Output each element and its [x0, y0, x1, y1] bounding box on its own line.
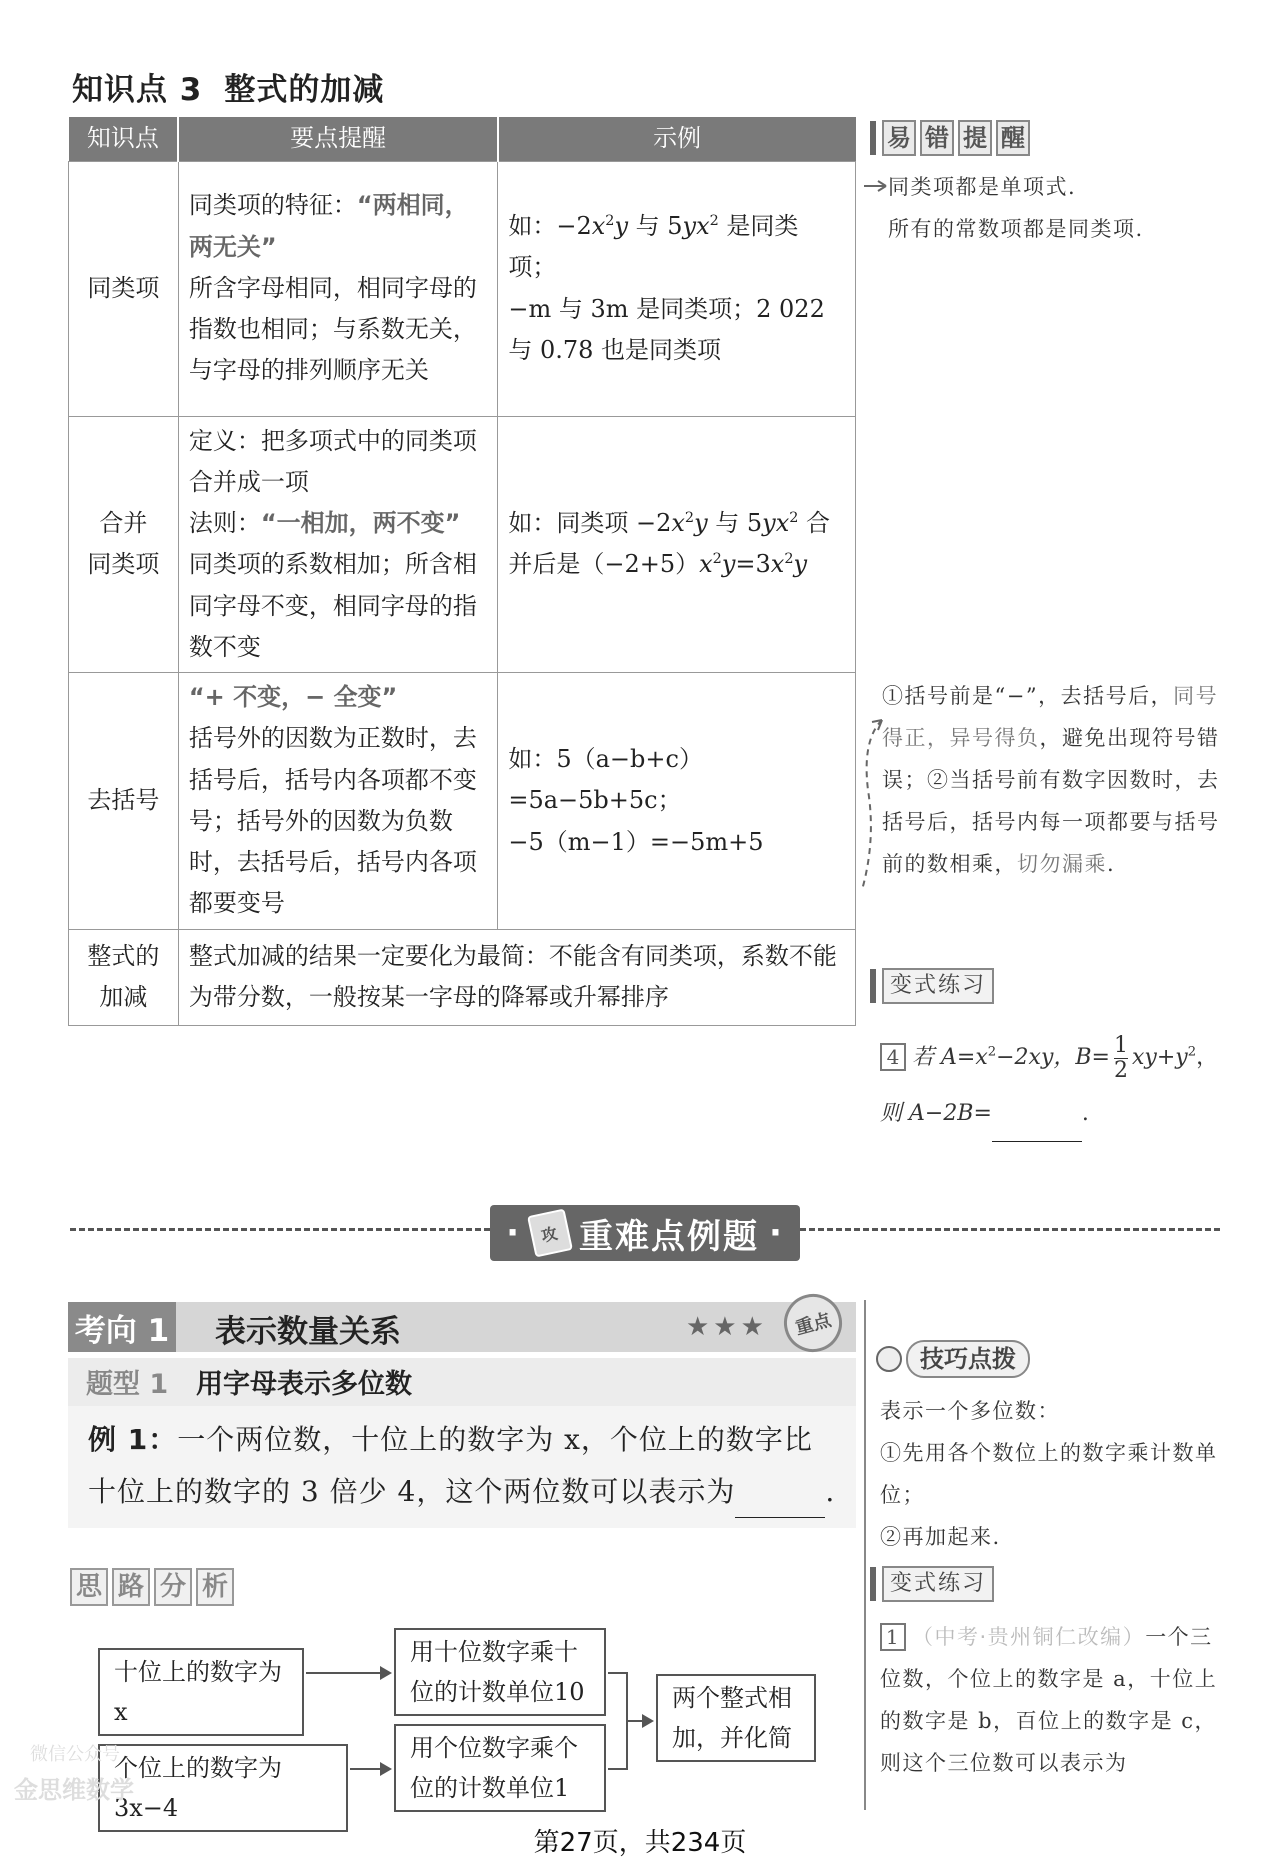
tixing-title: 用字母表示多位数 — [196, 1369, 412, 1400]
tixing-tag: 题型 1 — [86, 1369, 169, 1400]
connector-line — [608, 1768, 628, 1770]
page-footer: 第27页，共234页 — [533, 1828, 747, 1858]
mistake-reminder-tag: 易 错 提 醒 — [870, 120, 1030, 156]
row-brackets — [69, 673, 856, 930]
flow-box-ones: 个位上的数字为3x−4 — [98, 1744, 348, 1832]
section-badge: · 攻 重难点例题 · — [490, 1205, 800, 1261]
row-like-terms — [69, 161, 856, 416]
row-addsub — [69, 929, 856, 1025]
lightbulb-icon — [876, 1346, 902, 1372]
flow-box-tens: 十位上的数字为x — [98, 1648, 304, 1736]
points-combine: 定义：把多项式中的同类项合并成一项 法则：“一相加，两不变” 同类项的系数相加；所含相同字母不变，相同字母的指数不变 — [178, 416, 498, 673]
key-point-badge: 重点 — [777, 1287, 848, 1358]
col-header-points: 要点提醒 — [178, 117, 498, 161]
practice-problem-4: 4 若 $A=x^2-2xy$，B= $\frac{1}{2}$ $xy+y^2$， 则 A−2B= . — [880, 1030, 1240, 1142]
flow-box-ones-multiply: 用个位数字乘个 位的计数单位1 — [394, 1724, 606, 1812]
kaoxiang-title: 表示数量关系 — [215, 1314, 401, 1350]
skill-tip-tag: 技巧点拨 — [876, 1340, 1030, 1378]
connector-line — [608, 1672, 628, 1674]
arrow-icon — [350, 1768, 390, 1770]
kaoxiang-tag: 考向 1 — [68, 1302, 176, 1352]
mistake-notes: 同类项都是单项式. 所有的常数项都是同类项. — [888, 175, 1144, 241]
practice-tag-1: 变式练习 — [870, 968, 994, 1004]
idea-analysis-tag: 思 路 分 析 — [70, 1568, 234, 1606]
knowledge-point-title: 知识点 3 整式的加减 — [72, 72, 385, 108]
difficulty-stars-icon: ★★★ — [686, 1312, 768, 1342]
book-icon: 攻 — [527, 1209, 573, 1258]
kp-addsub: 整式的 加减 — [69, 929, 179, 1025]
arrow-icon — [306, 1672, 390, 1674]
column-separator — [864, 1300, 866, 1810]
points-like-terms: 同类项的特征：“两相同，两无关” 所含字母相同，相同字母的指数也相同；与系数无关，与字母的排列顺序无关 — [178, 161, 498, 416]
col-header-example: 示例 — [498, 117, 856, 161]
flow-box-tens-multiply: 用十位数字乘十 位的计数单位10 — [394, 1628, 606, 1716]
dashed-arrow-icon — [860, 176, 890, 256]
kp-brackets: 去括号 — [69, 673, 179, 930]
example-brackets: 如：5（a−b+c）=5a−5b+5c； −5（m−1）=−5m+5 — [498, 673, 856, 930]
col-header-kp: 知识点 — [69, 117, 179, 161]
skill-tip-text: 表示一个多位数： ①先用各个数位上的数字乘计数单位； ②再加起来. — [880, 1399, 1218, 1549]
practice-tag-2: 变式练习 — [870, 1566, 994, 1602]
watermark: 金思维数学 — [14, 1776, 134, 1804]
kp-combine: 合并 同类项 — [69, 416, 179, 673]
divider-line-right — [800, 1228, 1220, 1231]
kp-like-terms: 同类项 — [69, 161, 179, 416]
example-combine: 如：同类项 $-2x^2y$ 与 $5yx^2$ 合并后是$(-2+5)x^2y=3x^2y$ — [498, 416, 856, 673]
points-brackets: “+ 不变，− 全变” 括号外的因数为正数时，去括号后，括号内各项都不变号；括号外的因数为负数时，去括号后，括号内各项都要变号 — [178, 673, 498, 930]
example-like-terms: 如：$-2x^2y$ 与 $5yx^2$ 是同类项； −m 与 3m 是同类项；2 022 与 0.78 也是同类项 — [498, 161, 856, 416]
divider-line-left — [70, 1228, 490, 1231]
points-addsub: 整式加减的结果一定要化为最简：不能含有同类项，系数不能为带分数，一般按某一字母的降幂或升幂排序 — [178, 929, 855, 1025]
example-1-text: 例 1：一个两位数，十位上的数字为 x，个位上的数字比十位上的数字的 3 倍少 4，这个两位数可以表示为 . — [88, 1414, 838, 1518]
flow-box-sum: 两个整式相 加，并化简 — [656, 1674, 816, 1762]
arrow-icon — [626, 1720, 652, 1722]
knowledge-table — [68, 117, 856, 1026]
watermark-top: 微信公众号 — [30, 1744, 120, 1765]
row-combine — [69, 416, 856, 673]
tixing-header-bg — [68, 1358, 856, 1406]
practice-problem-1: 1 （中考·贵州铜仁改编）一个三位数，个位上的数字是 a，十位上的数字是 b，百位上的数字是 c，则这个三位数可以表示为 — [880, 1625, 1218, 1775]
bracket-notes: ①括号前是“−”，去括号后，同号得正，异号得负，避免出现符号错误；②当括号前有数字因数时，去括号后，括号内每一项都要与括号前的数相乘，切勿漏乘. — [882, 684, 1220, 876]
